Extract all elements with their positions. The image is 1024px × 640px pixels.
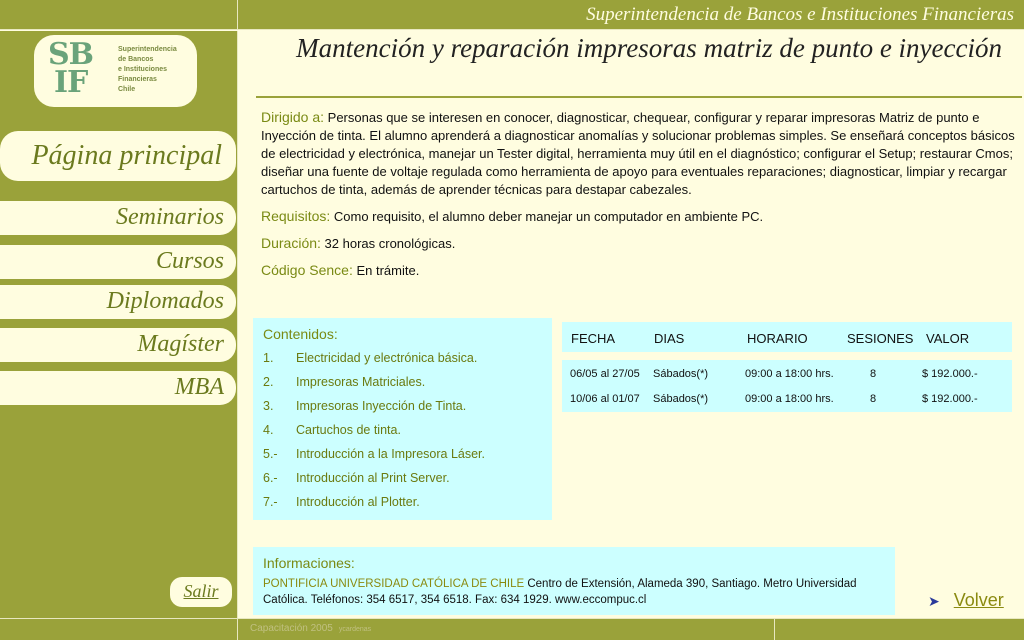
nav-mba-label: MBA <box>174 374 224 400</box>
requisitos-label: Requisitos: <box>261 208 331 224</box>
dirigido-label: Dirigido a: <box>261 109 325 125</box>
table-row <box>562 387 1012 411</box>
volver-link[interactable] <box>928 590 1004 611</box>
table-cell: $ 192.000.- <box>922 393 978 405</box>
list-item: 1. Electricidad y electrónica básica. <box>263 351 478 365</box>
nav-diplomados-button[interactable] <box>0 285 236 319</box>
title-divider <box>256 96 1022 98</box>
course-description <box>261 108 1016 288</box>
schedule-table-body <box>562 360 1012 412</box>
footer-note: Capacitación 2005 ycardenas <box>250 623 372 634</box>
logo-mark: SB IF <box>48 37 94 100</box>
nav-seminarios-button[interactable] <box>0 201 236 235</box>
requisitos-section <box>261 207 1016 226</box>
table-cell: Sábados(*) <box>653 368 709 380</box>
footer-left-cell <box>0 619 238 640</box>
sbif-logo[interactable] <box>34 35 197 107</box>
logo-text: Superintendencia de Bancos e Instituciones Financieras Chile <box>118 46 177 93</box>
table-cell: 10/06 al 01/07 <box>570 393 640 405</box>
duracion-label: Duración: <box>261 235 321 251</box>
contenidos-box <box>253 318 552 520</box>
table-row <box>562 362 1012 386</box>
top-bar-left-cell <box>0 0 238 30</box>
salir-button[interactable]: Salir <box>170 577 232 607</box>
table-cell: 8 <box>870 368 877 380</box>
duracion-text: 32 horas cronológicas. <box>324 236 456 251</box>
contact-details: Centro de Extensión, Alameda 390, Santiago. Metro Universidad Católica. Teléfonos: 354 6517, 354 6518. Fax: 634 1929. www.eccompuc.cl <box>263 578 857 606</box>
footer-divider <box>774 619 775 640</box>
list-item: 6.- Introducción al Print Server. <box>263 471 450 485</box>
column-header-sesiones: SESIONES <box>847 331 914 346</box>
requisitos-text: Como requisito, el alumno deber manejar un computador en ambiente PC. <box>333 209 764 224</box>
table-cell: 06/05 al 27/05 <box>570 368 640 380</box>
column-header-dias: DIAS <box>654 331 685 346</box>
informaciones-box <box>253 547 895 615</box>
nav-magister-button[interactable] <box>0 328 236 362</box>
informaciones-heading: Informaciones: <box>263 555 355 571</box>
footer-bar <box>0 618 1024 640</box>
column-header-horario: HORARIO <box>747 331 808 346</box>
sence-section <box>261 261 1016 280</box>
table-cell: 8 <box>870 393 877 405</box>
volver-label: Volver <box>953 590 1004 610</box>
nav-home-button[interactable] <box>0 131 236 181</box>
table-cell: 09:00 a 18:00 hrs. <box>745 393 834 405</box>
sidebar <box>0 31 238 618</box>
nav-cursos-label: Cursos <box>155 248 224 274</box>
page-title: Mantención y reparación impresoras matriz de punto e inyección <box>296 33 1002 63</box>
schedule-table-header <box>562 322 1012 352</box>
contenidos-list <box>263 346 542 514</box>
nav-magister-label: Magíster <box>137 331 224 357</box>
list-item: 7.- Introducción al Plotter. <box>263 495 420 509</box>
dirigido-section <box>261 108 1016 199</box>
sence-text: En trámite. <box>356 263 420 278</box>
list-item: 4. Cartuchos de tinta. <box>263 423 401 437</box>
informaciones-body <box>263 576 885 608</box>
university-name: PONTIFICIA UNIVERSIDAD CATÓLICA DE CHILE <box>263 578 525 590</box>
table-cell: Sábados(*) <box>653 393 709 405</box>
column-header-valor: VALOR <box>926 331 970 346</box>
nav-seminarios-label: Seminarios <box>116 204 224 230</box>
list-item: 2. Impresoras Matriciales. <box>263 375 426 389</box>
contenidos-heading: Contenidos: <box>263 326 338 342</box>
nav-diplomados-label: Diplomados <box>106 288 224 314</box>
list-item: 5.- Introducción a la Impresora Láser. <box>263 447 485 461</box>
column-header-fecha: FECHA <box>571 331 616 346</box>
table-cell: 09:00 a 18:00 hrs. <box>745 368 834 380</box>
organization-name: Superintendencia de Bancos e Instituciones Financieras <box>586 4 1014 25</box>
top-bar <box>0 0 1024 30</box>
sence-label: Código Sence: <box>261 262 353 278</box>
dirigido-text: Personas que se interesen en conocer, diagnosticar, chequear, configurar y reparar impresoras Matriz de punto e Inyección de tinta. El alumno aprenderá a diagnosticar anomalías y solucionar problemas simples. Se enseñará conceptos básicos de electricidad y electrónica, manejar un Tester digital, herramienta muy útil en el diagnóstico; configurar el Setup; restaurar Cmos; diseñar una fuente de voltaje regulada como herramienta de apoyo para eventuales reparaciones; diagnosticar, limpiar y recargar cartuchos de tinta, además de aprender técnicas para destapar cabezales. <box>261 110 1015 197</box>
nav-home-label: Página principal <box>31 140 222 171</box>
arrow-right-icon: ➤ <box>928 593 940 609</box>
table-cell: $ 192.000.- <box>922 368 978 380</box>
list-item: 3. Impresoras Inyección de Tinta. <box>263 399 467 413</box>
duracion-section <box>261 234 1016 253</box>
nav-cursos-button[interactable] <box>0 245 236 279</box>
nav-mba-button[interactable] <box>0 371 236 405</box>
